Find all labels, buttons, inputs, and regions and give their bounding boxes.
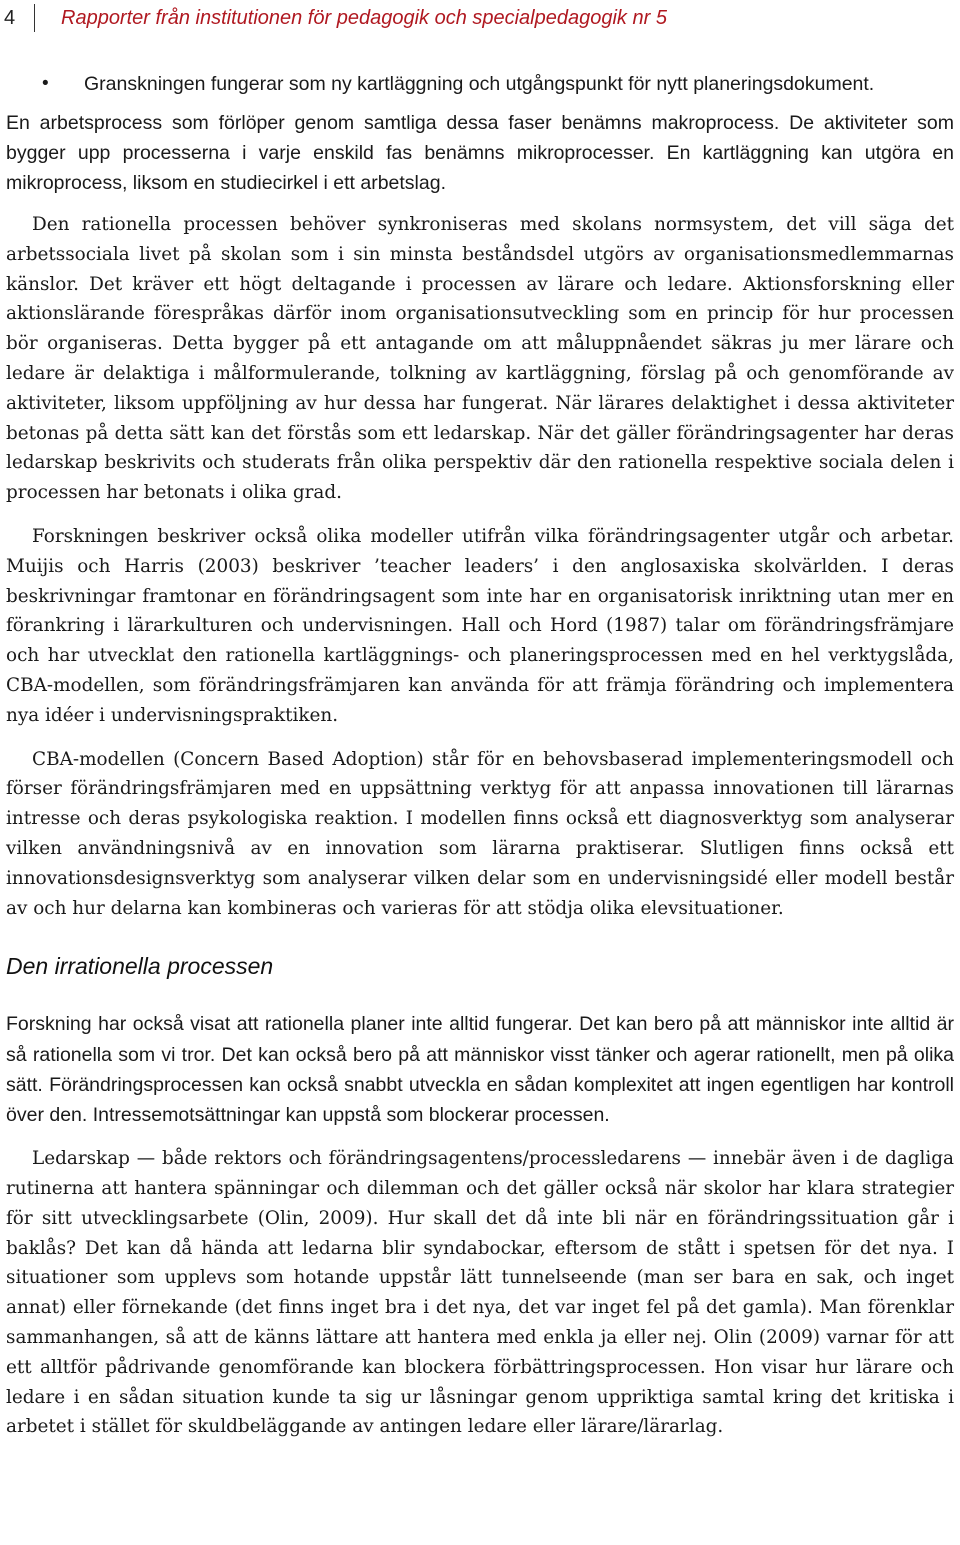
section-paragraph: Forskning har också visat att rationella planer inte alltid fungerar. Det kan bero på att människor inte alltid är så rationella som vi tror. Det kan också bero på att människor visst tänker och agerar rationellt, men på olika sätt. Förändringsprocessen kan också snabbt utveckla en sådan komplexitet att ingen egentligen har kontroll över den. Intressemotsättningar kan uppstå som blockerar processen. <box>6 1013 954 1126</box>
lead-paragraph: En arbetsprocess som förlöper genom samtliga dessa faser benämns makroprocess. De aktiviteter som bygger upp processerna i varje enskild fas benämns mikroprocesser. En kartläggning kan utgöra en mikroprocess, liksom en studiecirkel i ett arbetslag. <box>6 112 954 194</box>
bullet-icon: • <box>42 73 49 94</box>
bullet-item <box>6 70 954 98</box>
bullet-text: Granskningen fungerar som ny kartläggning och utgångspunkt för nytt planeringsdokument. <box>84 73 875 95</box>
body-paragraph: Forskningen beskriver också olika modeller utifrån vilka förändringsagenter utgår och arbetar. Muijis och Harris (2003) beskriver ’teacher leaders’ i den anglosaxiska skolvärlden. I deras beskrivningar framtonar en förändringsagent som inte har en organisatorisk inriktning utan mer en förankring i lärarkulturen och undervisningen. Hall och Hord (1987) talar om förändringsfrämjare och har utvecklat den rationella kartläggnings- och planeringsprocessen med en hel verktygslåda, CBA-modellen, som förändringsfrämjaren kan använda för att främja förändring och implementera nya idéer i undervisningspraktiken. <box>6 525 954 726</box>
running-title: Rapporter från institutionen för pedagogik och specialpedagogik nr 5 <box>61 7 667 29</box>
body-paragraph: CBA-modellen (Concern Based Adoption) står för en behovsbaserad implementeringsmodell och förser förändringsfrämjaren med en uppsättning verktyg för att anpassa innovationen till lärarnas intresse och deras psykologiska reaktion. I modellen finns också ett diagnosverktyg som analyserar vilken användningsnivå av en innovation som lärarna praktiserar. Slutligen finns också ett innovationsdesignsverktyg som analyserar vilken delar som en undervisningsidé eller modell består av och hur delarna kan kombineras och varieras för att stödja olika elevsituationer. <box>6 748 954 919</box>
header-divider <box>34 4 35 32</box>
section-paragraph: Ledarskap — både rektors och förändringsagentens/processledarens — innebär även i de dagliga rutinerna att hantera spänningar och dilemman och det gäller också när skolor har klara strategier för sitt utvecklingsarbete (Olin, 2009). Hur skall det då inte bli när en förändringssituation går i baklås? Det kan då hända att ledarna blir syndabockar, eftersom de stått i spetsen för det nya. I situationer som upplevs som hotande uppstår lätt tunnelseende (man ser bara en sak, och inget annat) eller förnekande (det finns inget bra i det nya, det var inget fel på det gamla). Man förenklar sammanhangen, så att de känns lättare att hantera med enkla ja eller nej. Olin (2009) varnar för att ett alltför pådrivande genomförande kan blockera förbättringsprocessen. Hon visar hur lärare och ledare i en sådan situation kunde ta sig ur låsningar genom uppriktiga samtal kring det kritiska i arbetet i stället för skuldbeläggande av antingen ledare eller lärare/lärarlag. <box>6 1148 954 1438</box>
body-paragraph: Den rationella processen behöver synkroniseras med skolans normsystem, det vill säga det arbetssociala livet på skolan som i sin minsta beståndsdel utgörs av organisationsmedlemmarnas känslor. Det kräver ett högt deltagande i processen av lärare och ledare. Aktionsforskning eller aktionslärande förespråkas därför inom organisationsutveckling som en princip för hur processen bör organiseras. Detta bygger på ett antagande om att måluppnåendet säkras ju mer lärare och ledare är delaktiga i målformulerande, tolkning av kartläggning, förslag på och genomförande av aktiviteter, liksom uppföljning av hur dessa har fungerat. När lärares delaktighet i dessa aktiviteter betonas på detta sätt kan det förstås som ett ledarskap. När det gäller förändringsagenter har deras ledarskap beskrivits och studerats från olika perspektiv där den rationella respektive sociala delen i processen har betonats i olika grad. <box>6 214 954 504</box>
page-number: 4 <box>4 7 16 29</box>
page-header <box>0 4 960 32</box>
section-heading: Den irrationella processen <box>6 953 274 980</box>
page-body <box>6 70 954 1456</box>
